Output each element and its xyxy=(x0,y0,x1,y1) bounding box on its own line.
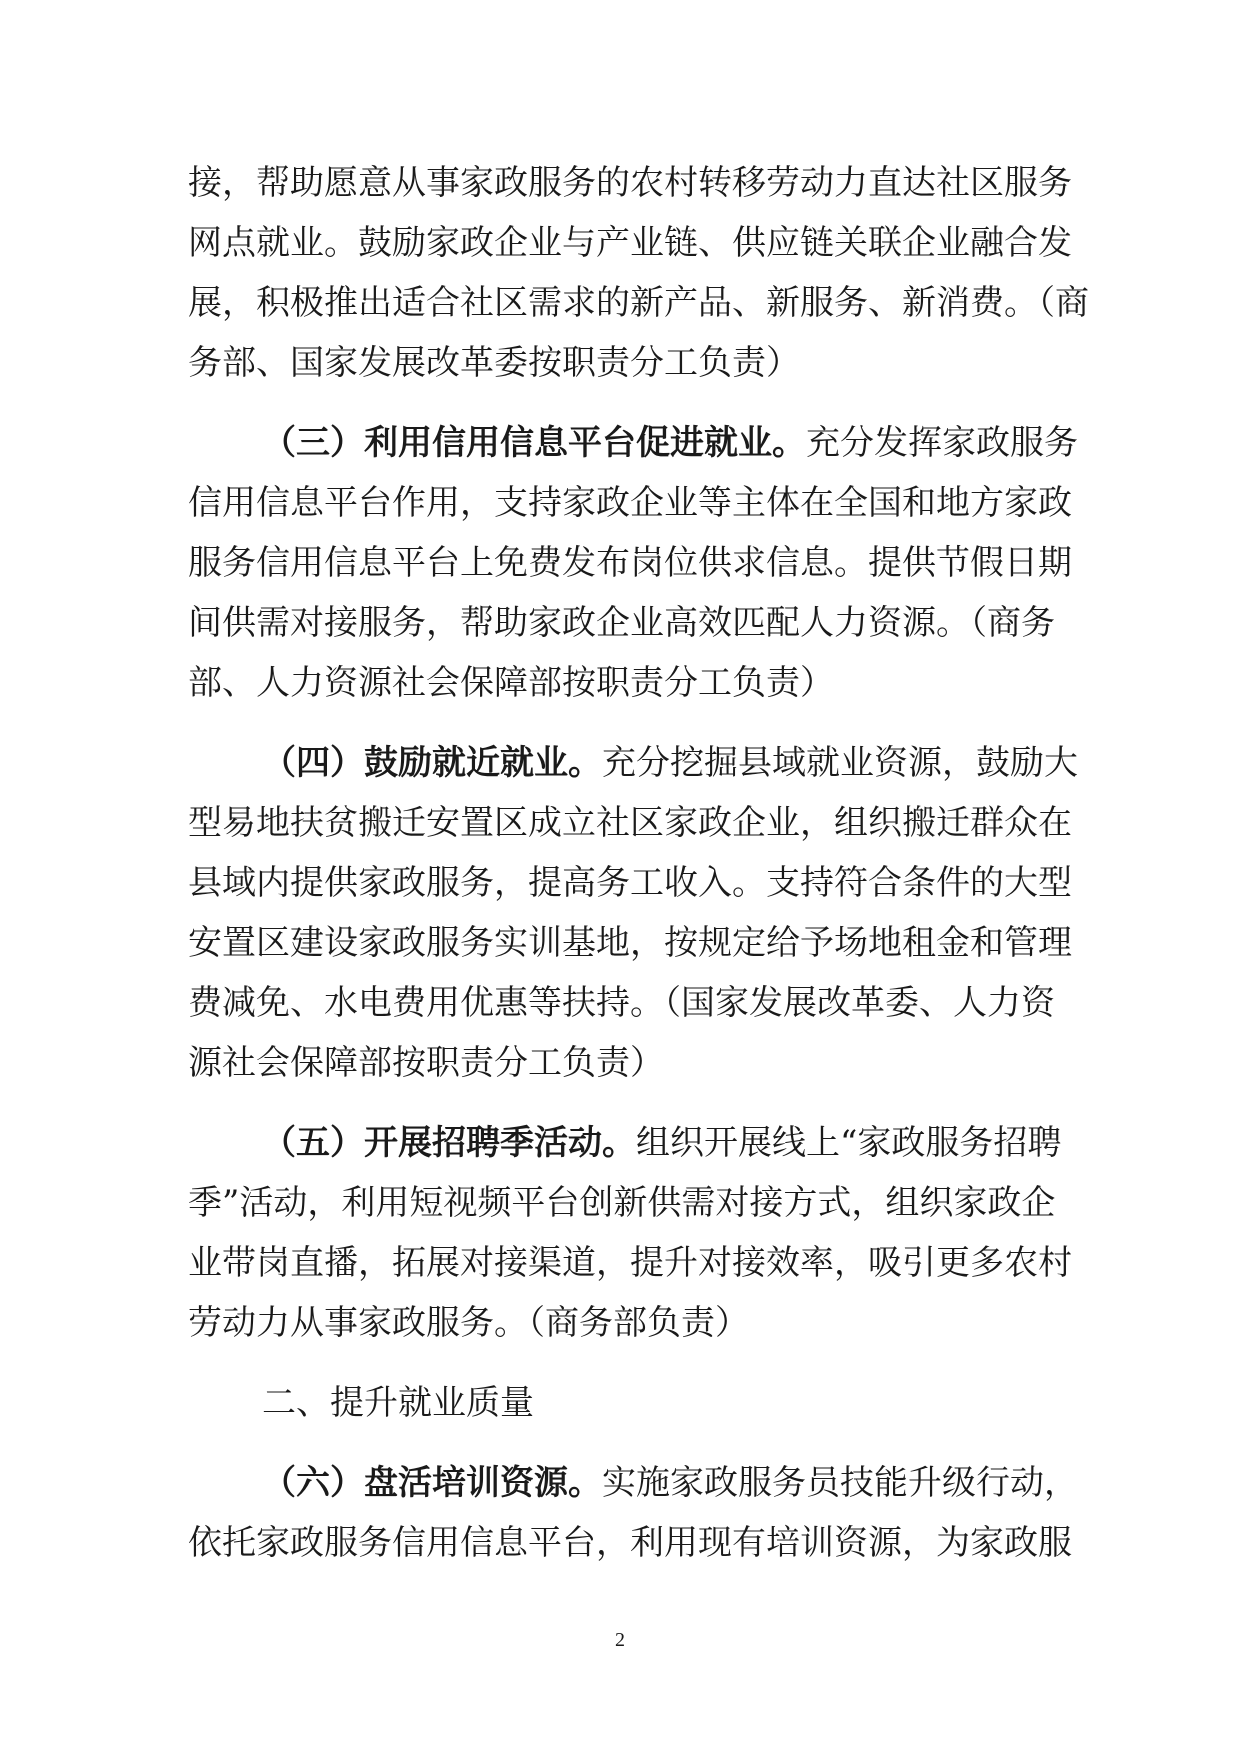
body-line: 安置区建设家政服务实训基地，按规定给予场地租金和管理 xyxy=(188,923,1072,963)
paragraph-first-line xyxy=(262,733,1078,793)
section-heading: 二、提升就业质量 xyxy=(262,1383,534,1423)
paragraph-title: （六）盘活培训资源。 xyxy=(262,1463,602,1503)
paragraph-text: 实施家政服务员技能升级行动， xyxy=(602,1463,1078,1503)
paragraph-first-line xyxy=(262,1113,1062,1173)
body-line: 业带岗直播，拓展对接渠道，提升对接效率，吸引更多农村 xyxy=(188,1243,1072,1283)
page-number: 2 xyxy=(615,1629,625,1651)
paragraph-title: （五）开展招聘季活动。 xyxy=(262,1123,636,1163)
body-line: 源社会保障部按职责分工负责） xyxy=(188,1043,664,1083)
body-line: 劳动力从事家政服务。（商务部负责） xyxy=(188,1303,749,1343)
body-line: 展，积极推出适合社区需求的新产品、新服务、新消费。（商 xyxy=(188,283,1089,323)
paragraph-text: 组织开展线上“家政服务招聘 xyxy=(636,1123,1062,1163)
body-line: 信用信息平台作用，支持家政企业等主体在全国和地方家政 xyxy=(188,483,1072,523)
body-line: 务部、国家发展改革委按职责分工负责） xyxy=(188,343,800,383)
body-line: 间供需对接服务，帮助家政企业高效匹配人力资源。（商务 xyxy=(188,603,1055,643)
body-line: 部、人力资源社会保障部按职责分工负责） xyxy=(188,663,834,703)
paragraph-text: 充分挖掘县域就业资源，鼓励大 xyxy=(602,743,1078,783)
body-line: 依托家政服务信用信息平台，利用现有培训资源，为家政服 xyxy=(188,1523,1072,1563)
body-line: 县域内提供家政服务，提高务工收入。支持符合条件的大型 xyxy=(188,863,1072,903)
body-line: 网点就业。鼓励家政企业与产业链、供应链关联企业融合发 xyxy=(188,223,1072,263)
body-line: 型易地扶贫搬迁安置区成立社区家政企业，组织搬迁群众在 xyxy=(188,803,1072,843)
body-line: 服务信用信息平台上免费发布岗位供求信息。提供节假日期 xyxy=(188,543,1072,583)
paragraph-title: （四）鼓励就近就业。 xyxy=(262,743,602,783)
body-line: 费减免、水电费用优惠等扶持。（国家发展改革委、人力资 xyxy=(188,983,1055,1023)
paragraph-title: （三）利用信用信息平台促进就业。 xyxy=(262,423,806,463)
body-line: 接，帮助愿意从事家政服务的农村转移劳动力直达社区服务 xyxy=(188,163,1072,203)
paragraph-first-line xyxy=(262,413,1078,473)
paragraph-first-line xyxy=(262,1453,1078,1513)
paragraph-text: 充分发挥家政服务 xyxy=(806,423,1078,463)
body-line: 季”活动，利用短视频平台创新供需对接方式，组织家政企 xyxy=(188,1183,1056,1223)
